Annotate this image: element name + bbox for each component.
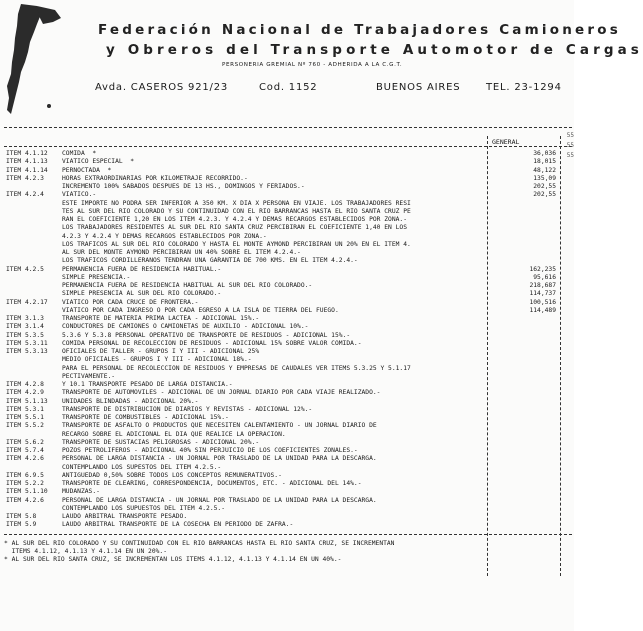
table-row bbox=[0, 455, 574, 463]
table-row bbox=[0, 513, 574, 521]
row-text: ESTE IMPORTE NO PODRA SER INFERIOR A 350 KM. X DIA X PERSONA EN VIAJE. LOS TRABAJADORES RESI bbox=[62, 199, 411, 207]
column-header-general: GENERAL bbox=[492, 138, 520, 146]
table-row bbox=[0, 389, 574, 397]
table-row bbox=[0, 365, 574, 373]
footnote: ITEMS 4.1.12, 4.1.13 Y 4.1.14 EN UN 20%.- bbox=[4, 547, 168, 555]
row-value: 114,737 bbox=[529, 290, 556, 298]
row-code: ITEM 5.7.4 bbox=[6, 447, 44, 454]
row-code: ITEM 4.1.14 bbox=[6, 166, 48, 174]
personeria-line: PERSONERIA GREMIAL Nº 760 - ADHERIDA A LA C.G.T. bbox=[222, 62, 403, 68]
row-text: COMIDA PERSONAL DE RECOLECCION DE RESIDUOS - ADICIONAL 15% SOBRE VALOR COMIDA.- bbox=[62, 339, 362, 347]
row-code: ITEM 4.2.9 bbox=[6, 389, 44, 397]
row-code: ITEM 5.5.1 bbox=[6, 414, 44, 421]
row-text: PERMANENCIA FUERA DE RESIDENCIA HABITUAL.- bbox=[62, 265, 222, 273]
table-row bbox=[0, 315, 574, 323]
table-row bbox=[0, 299, 574, 307]
row-text: VIATICO POR CADA CRUCE DE FRONTERA.- bbox=[62, 298, 199, 306]
table-row bbox=[0, 414, 574, 422]
row-text: VIATICO.- bbox=[62, 191, 97, 199]
row-text: LOS TRAFICOS CORDILLERANOS TENDRAN UNA GARANTIA DE 700 KMS. EN EL ITEM 4.2.4.- bbox=[62, 257, 358, 265]
row-code: ITEM 5.6.2 bbox=[6, 438, 44, 446]
row-text: ANTIGUEDAD 0,50% SOBRE TODOS LOS CONCEPTOS REMUNERATIVOS.- bbox=[62, 471, 282, 479]
row-code: ITEM 5.5.2 bbox=[6, 422, 44, 430]
row-text: TRANSPORTE DE SUSTACIAS PELIGROSAS - ADICIONAL 20%.- bbox=[62, 438, 260, 446]
row-text: CONTEMPLANDO LOS SUPESTOS DEL ITEM 4.2.5.- bbox=[62, 463, 222, 471]
side-mark: 55 bbox=[566, 132, 574, 139]
row-text: COMIDA * bbox=[62, 150, 97, 157]
table-row bbox=[0, 175, 574, 183]
table-row bbox=[0, 431, 574, 439]
row-text: TRANSPORTE DE CLEARING, CORRESPONDENCIA, DOCUMENTOS, ETC. - ADICIONAL DEL 14%.- bbox=[62, 480, 362, 487]
row-value: 100,516 bbox=[529, 298, 556, 306]
row-text: RAN EL COEFICIENTE 1,20 EN LOS ITEM 4.2.3. Y 4.2.4 Y DEMAS RECARGOS ESTABLECIDOS POR ZONA.- bbox=[62, 216, 407, 223]
row-text: MEDIO OFICIALES - GRUPOS I Y III - ADICIONAL 18%.- bbox=[62, 356, 252, 364]
row-text: VIATICO ESPECIAL * bbox=[62, 158, 135, 166]
row-code: ITEM 4.2.4 bbox=[6, 191, 44, 199]
table-row bbox=[0, 257, 574, 265]
document-body bbox=[0, 134, 574, 631]
row-code: ITEM 5.2.2 bbox=[6, 480, 44, 487]
row-text: TRANSPORTE DE MATERIA PRIMA LACTEA - ADICIONAL 15%.- bbox=[62, 315, 260, 322]
table-row bbox=[0, 323, 574, 331]
footnote: * AL SUR DEL RIO SANTA CRUZ, SE INCREMENTAN LOS ITEMS 4.1.12, 4.1.13 Y 4.1.14 EN UN 40%.- bbox=[4, 556, 342, 563]
row-code: ITEM 5.3.1 bbox=[6, 405, 44, 413]
row-code: ITEM 5.9 bbox=[6, 521, 37, 529]
table-row bbox=[0, 340, 574, 348]
row-code: ITEM 5.3.13 bbox=[6, 348, 48, 355]
row-text: PERSONAL DE LARGA DISTANCIA - UN JORNAL POR TRASLADO DE LA UNIDAD PARA LA DESCARGA. bbox=[62, 496, 377, 504]
row-text: CONTEMPLANDO LOS SUPUESTOS DEL ITEM 4.2.5.- bbox=[62, 504, 226, 512]
table-row bbox=[0, 216, 574, 224]
row-code: ITEM 5.8 bbox=[6, 513, 37, 520]
row-code: ITEM 4.2.5 bbox=[6, 265, 44, 273]
row-value: 202,55 bbox=[533, 191, 556, 199]
federation-subtitle: y Obreros del Transporte Automotor de Cargas bbox=[106, 42, 643, 58]
row-value: 135,09 bbox=[533, 174, 556, 182]
postal-code: Cod. 1152 bbox=[259, 82, 318, 93]
row-text: TRANSPORTE DE AUTOMOVILES - ADICIONAL DE UN JORNAL DIARIO POR CADA VIAJE REALIZADO.- bbox=[62, 389, 381, 397]
table-row bbox=[0, 158, 574, 166]
table-row bbox=[0, 274, 574, 282]
row-value: 202,55 bbox=[533, 183, 556, 190]
table-row bbox=[0, 406, 574, 414]
footnote: * AL SUR DEL RIO COLORADO Y SU CONTINUIDAD CON EL RIO BARRANCAS HASTA EL RIO SANTA CRUZ, SE INCREMENTAN bbox=[4, 539, 395, 547]
table-row bbox=[0, 332, 574, 340]
table-row bbox=[0, 398, 574, 406]
table-row bbox=[0, 472, 574, 480]
table-row bbox=[0, 224, 574, 232]
table-row bbox=[0, 373, 574, 381]
row-text: TRANSPORTE DE DISTRIBUCION DE DIARIOS Y REVISTAS - ADICIONAL 12%.- bbox=[62, 405, 313, 413]
row-text: SIMPLE PRESENCIA AL SUR DEL RIO COLORADO.- bbox=[62, 290, 222, 298]
row-value: 18,015 bbox=[533, 158, 556, 166]
row-text: 5.3.6 Y 5.3.8 PERSONAL OPERATIVO DE TRANSPORTE DE RESIDUOS - ADICIONAL 15%.- bbox=[62, 331, 351, 339]
table-row bbox=[0, 183, 574, 191]
row-code: ITEM 5.3.11 bbox=[6, 339, 48, 347]
table-row bbox=[0, 266, 574, 274]
row-text: TRANSPORTE DE COMBUSTIBLES - ADICIONAL 15%.- bbox=[62, 414, 229, 421]
row-text: LAUDO ARBITRAL TRANSPORTE PESADO. bbox=[62, 513, 188, 520]
row-text: INCREMENTO 100% SABADOS DESPUES DE 13 HS., DOMINGOS Y FERIADOS.- bbox=[62, 183, 305, 190]
row-text: 4.2.3 Y 4.2.4 Y DEMAS RECARGOS ESTABLECIDOS POR ZONA.- bbox=[62, 232, 267, 240]
federation-title: Federación Nacional de Trabajadores Camioneros bbox=[98, 22, 621, 38]
row-text: OFICIALES DE TALLER - GRUPOS I Y III - ADICIONAL 25% bbox=[62, 348, 260, 355]
argentina-map-logo bbox=[3, 2, 73, 120]
row-value: 114,489 bbox=[529, 306, 556, 314]
row-text: TES AL SUR DEL RIO COLORADO Y SU CONTINUIDAD CON EL RIO BARRANCAS HASTA EL RIO SANTA CRUZ PE bbox=[62, 207, 411, 215]
row-code: ITEM 3.1.4 bbox=[6, 323, 44, 331]
row-code: ITEM 4.1.13 bbox=[6, 158, 48, 166]
table-row bbox=[0, 233, 574, 241]
row-text: TRANSPORTE DE ASFALTO O PRODUCTOS QUE NECESITEN CALENTAMIENTO - UN JORNAL DIARIO DE bbox=[62, 422, 377, 430]
row-code: ITEM 3.1.3 bbox=[6, 315, 44, 322]
row-text: LAUDO ARBITRAL TRANSPORTE DE LA COSECHA EN PERIODO DE ZAFRA.- bbox=[62, 521, 294, 529]
row-value: 162,235 bbox=[529, 265, 556, 273]
table-row bbox=[0, 464, 574, 472]
row-value: 48,122 bbox=[533, 166, 556, 174]
table-row bbox=[0, 505, 574, 513]
table-row bbox=[0, 241, 574, 249]
table-row bbox=[0, 439, 574, 447]
table-row bbox=[0, 150, 574, 158]
table-row bbox=[0, 521, 574, 529]
row-text: VIATICO POR CADA INGRESO O POR CADA EGRESO A LA ISLA DE TIERRA DEL FUEGO. bbox=[62, 306, 339, 314]
row-text: PERSONAL DE LARGA DISTANCIA - UN JORNAL POR TRASLADO DE LA UNIDAD PARA LA DESCARGA. bbox=[62, 455, 377, 463]
row-code: ITEM 4.2.8 bbox=[6, 381, 44, 388]
table-row bbox=[0, 422, 574, 430]
side-mark: 55 bbox=[566, 152, 574, 159]
row-code: ITEM 5.1.10 bbox=[6, 488, 48, 496]
city: BUENOS AIRES bbox=[376, 82, 461, 93]
side-mark: 55 bbox=[566, 142, 574, 149]
table-row bbox=[0, 480, 574, 488]
address: Avda. CASEROS 921/23 bbox=[95, 82, 229, 93]
row-text: Y 10.1 TRANSPORTE PESADO DE LARGA DISTANCIA.- bbox=[62, 381, 233, 388]
table-row bbox=[0, 488, 574, 496]
row-text: MUDANZAS.- bbox=[62, 488, 100, 496]
row-text: HORAS EXTRAORDINARIAS POR KILOMETRAJE RECORRIDO.- bbox=[62, 174, 248, 182]
row-text: POZOS PETROLIFEROS - ADICIONAL 40% SIN PERJUICIO DE LOS COEFICIENTES ZONALES.- bbox=[62, 447, 358, 454]
table-row bbox=[0, 290, 574, 298]
table-row bbox=[0, 356, 574, 364]
row-text: UNIDADES BLINDADAS - ADICIONAL 20%.- bbox=[62, 397, 199, 405]
row-text: RECARGO SOBRE EL ADICIONAL EL DIA QUE REALICE LA OPERACION. bbox=[62, 430, 286, 438]
row-code: ITEM 5.1.13 bbox=[6, 397, 48, 405]
row-code: ITEM 4.1.12 bbox=[6, 150, 48, 157]
row-text: PERMANENCIA FUERA DE RESIDENCIA HABITUAL AL SUR DEL RIO COLORADO.- bbox=[62, 282, 313, 289]
row-code: ITEM 4.2.17 bbox=[6, 298, 48, 306]
table-row bbox=[0, 208, 574, 216]
row-text: LOS TRABAJADORES RESIDENTES AL SUR DEL RIO SANTA CRUZ PERCIBIRAN EL COEFICIENTE 1,40 EN LOS bbox=[62, 224, 407, 232]
footnote-divider bbox=[4, 534, 572, 535]
table-row bbox=[0, 381, 574, 389]
table-row bbox=[0, 282, 574, 290]
table-row bbox=[0, 191, 574, 199]
row-code: ITEM 6.9.5 bbox=[6, 471, 44, 479]
table-row bbox=[0, 348, 574, 356]
table-row bbox=[0, 497, 574, 505]
row-code: ITEM 4.2.6 bbox=[6, 455, 44, 463]
row-text: PERNOCTADA * bbox=[62, 166, 112, 174]
row-value: 95,616 bbox=[533, 273, 556, 281]
row-text: CONDUCTORES DE CAMIONES O CAMIONETAS DE AUXILIO - ADICIONAL 10%.- bbox=[62, 323, 309, 331]
row-text: AL SUR DEL MONTE AYMOND PERCIBIRAN UN 40% SOBRE EL ITEM 4.2.4.- bbox=[62, 249, 301, 256]
header-divider bbox=[4, 127, 572, 128]
table-row bbox=[0, 307, 574, 315]
phone: TEL. 23-1294 bbox=[486, 82, 562, 93]
row-text: PARA EL PERSONAL DE RECOLECCION DE RESIDUOS Y EMPRESAS DE CAUDALES VER ITEMS 5.3.25 Y 5.1.17 bbox=[62, 364, 411, 372]
row-value: 36,036 bbox=[533, 150, 556, 157]
row-code: ITEM 4.2.6 bbox=[6, 496, 44, 504]
row-code: ITEM 5.3.5 bbox=[6, 331, 44, 339]
row-text: PECTIVAMENTE.- bbox=[62, 372, 116, 380]
table-row bbox=[0, 200, 574, 208]
row-text: SIMPLE PRESENCIA.- bbox=[62, 273, 131, 281]
table-row bbox=[0, 447, 574, 455]
table-row bbox=[0, 249, 574, 257]
row-value: 218,687 bbox=[529, 282, 556, 289]
row-text: LOS TRAFICOS AL SUR DEL RIO COLORADO Y HASTA EL MONTE AYMOND PERCIBIRAN UN 20% EN EL ITEM 4. bbox=[62, 240, 411, 248]
table-row bbox=[0, 167, 574, 175]
row-code: ITEM 4.2.3 bbox=[6, 174, 44, 182]
